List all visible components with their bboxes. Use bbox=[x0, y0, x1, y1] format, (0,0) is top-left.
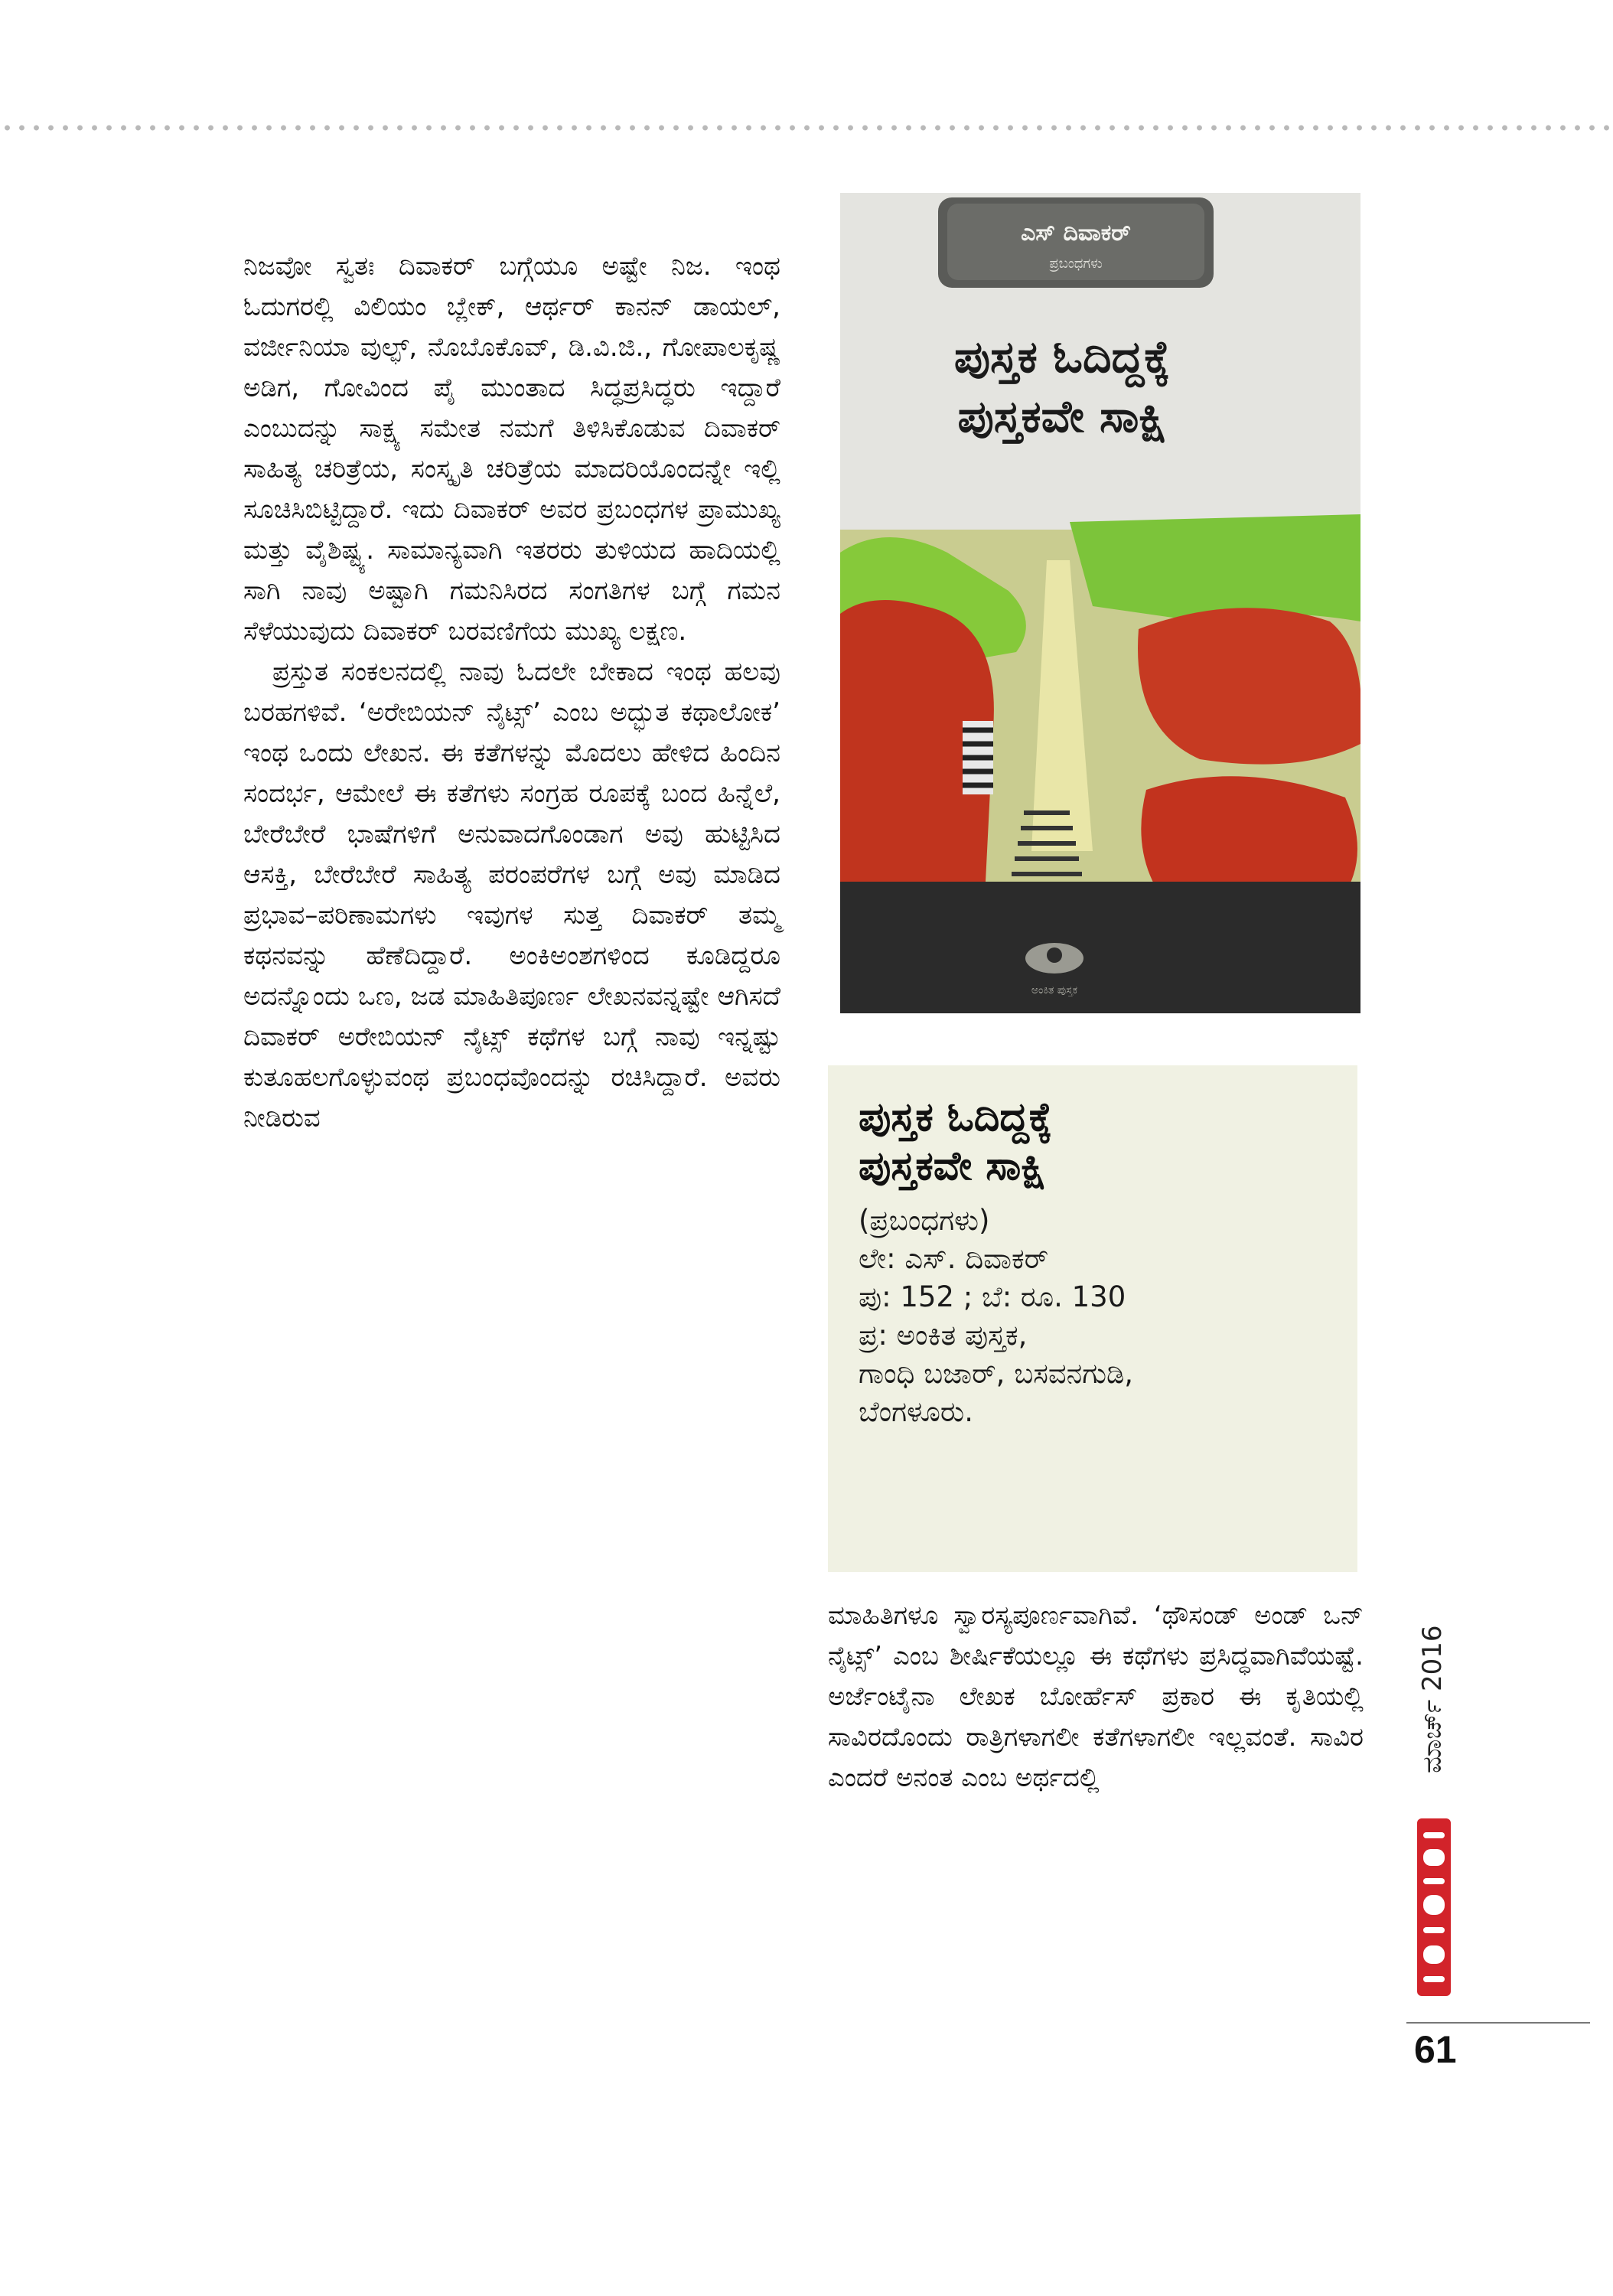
body-paragraph-1: ನಿಜವೋ ಸ್ವತಃ ದಿವಾಕರ್ ಬಗ್ಗೆಯೂ ಅಷ್ಟೇ ನಿಜ. ಇಂಥ ಓದುಗರಲ್ಲಿ ವಿಲಿಯಂ ಬ್ಲೇಕ್, ಆರ್ಥರ್ ಕಾನನ್ ಡಾಯಲ್, ವರ್ಜೀನಿಯಾ ವುಲ್ಫ್, ನೊಬೊಕೊವ್, ಡಿ.ವಿ.ಜಿ., ಗೋಪಾಲಕೃಷ್ಣ ಅಡಿಗ, ಗೋವಿಂದ ಪೈ ಮುಂತಾದ ಸಿದ್ಧಪ್ರಸಿದ್ಧರು ಇದ್ದಾರೆ ಎಂಬುದನ್ನು ಸಾಕ್ಷ್ಯ ಸಮೇತ ನಮಗೆ ತಿಳಿಸಿಕೊಡುವ ದಿವಾಕರ್ ಸಾಹಿತ್ಯ ಚರಿತ್ರೆಯ, ಸಂಸ್ಕೃತಿ ಚರಿತ್ರೆಯ ಮಾದರಿಯೊಂದನ್ನೇ ಇಲ್ಲಿ ಸೂಚಿಸಿಬಿಟ್ಟಿದ್ದಾರೆ. ಇದು ದಿವಾಕರ್ ಅವರ ಪ್ರಬಂಧಗಳ ಪ್ರಾಮುಖ್ಯ ಮತ್ತು ವೈಶಿಷ್ಟ್ಯ. ಸಾಮಾನ್ಯವಾಗಿ ಇತರರು ತುಳಿಯದ ಹಾದಿಯಲ್ಲಿ ಸಾಗಿ ನಾವು ಅಷ್ಟಾಗಿ ಗಮನಿಸಿರದ ಸಂಗತಿಗಳ ಬಗ್ಗೆ ಗಮನ ಸೆಳೆಯುವುದು ದಿವಾಕರ್ ಬರವಣಿಗೆಯ ಮುಖ್ಯ ಲಕ್ಷಣ. bbox=[243, 251, 780, 647]
dotted-top-rule bbox=[0, 124, 1613, 132]
info-pages-price: ಪು: 152 ; ಬೆ: ರೂ. 130 bbox=[859, 1280, 1126, 1313]
info-title-line-1: ಪುಸ್ತಕ ಓದಿದ್ದಕ್ಕೆ bbox=[859, 1094, 1053, 1140]
folio-rule bbox=[1406, 2022, 1590, 2024]
right-text-column bbox=[828, 1596, 1364, 1799]
cover-title-line-1: ಪುಸ್ತಕ ಓದಿದ್ದಕ್ಕೆ bbox=[953, 331, 1171, 383]
info-title bbox=[859, 1093, 1330, 1191]
book-info-box bbox=[828, 1065, 1357, 1572]
issue-month-year: ಮಾರ್ಚ್ 2016 bbox=[1417, 1625, 1448, 1773]
magazine-logo bbox=[1416, 1815, 1452, 1999]
page-number: 61 bbox=[1414, 2028, 1457, 2071]
info-publisher-line-2: ಗಾಂಧಿ ಬಜಾರ್, ಬಸವನಗುಡಿ, bbox=[859, 1357, 1134, 1390]
book-cover-image bbox=[840, 193, 1360, 1013]
info-publisher-line-3: ಬೆಂಗಳೂರು. bbox=[859, 1395, 973, 1428]
cover-subtitle: ಪ್ರಬಂಧಗಳು bbox=[1049, 256, 1103, 272]
info-author: ಲೇ: ಎಸ್. ದಿವಾಕರ್ bbox=[859, 1242, 1049, 1275]
body-paragraph-3: ಮಾಹಿತಿಗಳೂ ಸ್ವಾರಸ್ಯಪೂರ್ಣವಾಗಿವೆ. ‘ಥೌಸಂಡ್ ಅಂಡ್ ಒನ್ ನೈಟ್ಸ್’ ಎಂಬ ಶೀರ್ಷಿಕೆಯಲ್ಲೂ ಈ ಕಥೆಗಳು ಪ್ರಸಿದ್ಧವಾಗಿವೆಯಷ್ಟೆ. ಅರ್ಜೆಂಟೈನಾ ಲೇಖಕ ಬೋರ್ಹೆಸ್ ಪ್ರಕಾರ ಈ ಕೃತಿಯಲ್ಲಿ ಸಾವಿರದೊಂದು ರಾತ್ರಿಗಳಾಗಲೀ ಕತೆಗಳಾಗಲೀ ಇಲ್ಲವಂತೆ. ಸಾವಿರ ಎಂದರೆ ಅನಂತ ಎಂಬ ಅರ್ಥದಲ್ಲಿ bbox=[828, 1600, 1364, 1793]
book-cover-art bbox=[840, 193, 1360, 1013]
left-text-column bbox=[243, 246, 780, 1139]
cover-title-line-2: ಪುಸ್ತಕವೇ ಸಾಕ್ಷಿ bbox=[957, 390, 1167, 442]
info-publisher-line-1: ಪ್ರ: ಅಂಕಿತ ಪುಸ್ತಕ, bbox=[859, 1319, 1028, 1352]
info-genre: (ಪ್ರಬಂಧಗಳು) bbox=[859, 1204, 990, 1237]
info-title-line-2: ಪುಸ್ತಕವೇ ಸಾಕ್ಷಿ bbox=[859, 1143, 1046, 1189]
cover-author: ಎಸ್ ದಿವಾಕರ್ bbox=[1021, 220, 1131, 246]
cover-publisher: ಅಂಕಿತ ಪುಸ್ತಕ bbox=[1031, 984, 1078, 996]
body-paragraph-2: ಪ್ರಸ್ತುತ ಸಂಕಲನದಲ್ಲಿ ನಾವು ಓದಲೇ ಬೇಕಾದ ಇಂಥ ಹಲವು ಬರಹಗಳಿವೆ. ‘ಅರೇಬಿಯನ್ ನೈಟ್ಸ್’ ಎಂಬ ಅದ್ಭುತ ಕಥಾಲೋಕ’ ಇಂಥ ಒಂದು ಲೇಖನ. ಈ ಕತೆಗಳನ್ನು ಮೊದಲು ಹೇಳಿದ ಹಿಂದಿನ ಸಂದರ್ಭ, ಆಮೇಲೆ ಈ ಕತೆಗಳು ಸಂಗ್ರಹ ರೂಪಕ್ಕೆ ಬಂದ ಹಿನ್ನೆಲೆ, ಬೇರೆಬೇರೆ ಭಾಷೆಗಳಿಗೆ ಅನುವಾದಗೊಂಡಾಗ ಅವು ಹುಟ್ಟಿಸಿದ ಆಸಕ್ತಿ, ಬೇರೆಬೇರೆ ಸಾಹಿತ್ಯ ಪರಂಪರೆಗಳ ಬಗ್ಗೆ ಅವು ಮಾಡಿದ ಪ್ರಭಾವ–ಪರಿಣಾಮಗಳು ಇವುಗಳ ಸುತ್ತ ದಿವಾಕರ್ ತಮ್ಮ ಕಥನವನ್ನು ಹೆಣೆದಿದ್ದಾರೆ. ಅಂಕಿಅಂಶಗಳಿಂದ ಕೂಡಿದ್ದರೂ ಅದನ್ನೊಂದು ಒಣ, ಜಡ ಮಾಹಿತಿಪೂರ್ಣ ಲೇಖನವನ್ನಷ್ಟೇ ಆಗಿಸದೆ ದಿವಾಕರ್ ಅರೇಬಿಯನ್ ನೈಟ್ಸ್ ಕಥೆಗಳ ಬಗ್ಗೆ ನಾವು ಇನ್ನಷ್ಟು ಕುತೂಹಲಗೊಳ್ಳುವಂಥ ಪ್ರಬಂಧವೊಂದನ್ನು ರಚಿಸಿದ್ದಾರೆ. ಅವರು ನೀಡಿರುವ bbox=[243, 657, 780, 1133]
